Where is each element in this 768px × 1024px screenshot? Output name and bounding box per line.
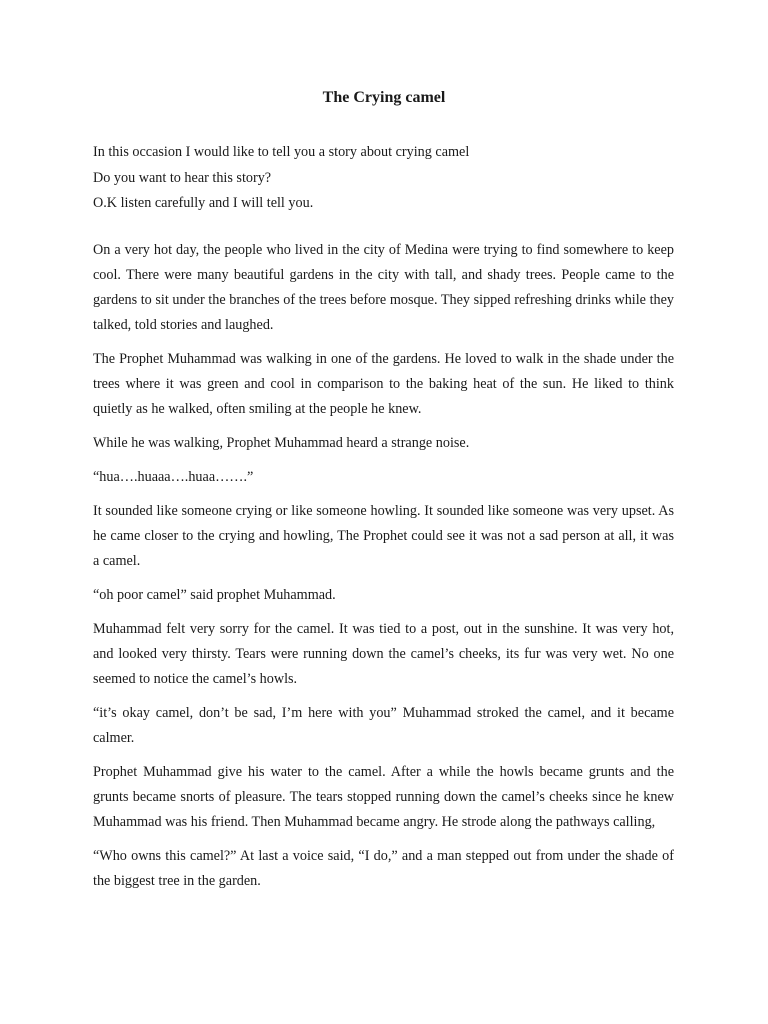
intro-line: In this occasion I would like to tell you a story about crying camel	[93, 144, 470, 160]
intro-block	[93, 140, 678, 217]
story-paragraph: “Who owns this camel?” At last a voice said, “I do,” and a man stepped out from under the shade of the biggest tree in the garden.	[93, 848, 674, 889]
story-paragraph: On a very hot day, the people who lived in the city of Medina were trying to find somewhere to keep cool. There were many beautiful gardens in the city with tall, and shady trees. People came to the gardens to sit under the branches of the trees before mosque. They sipped refreshing drinks while they talked, told stories and laughed.	[93, 242, 674, 333]
story-paragraph: Muhammad felt very sorry for the camel. It was tied to a post, out in the sunshine. It was very hot, and looked very thirsty. Tears were running down the camel’s cheeks, its fur was very wet. No one seemed to notice the camel’s howls.	[93, 621, 674, 687]
document-title: The Crying camel	[322, 89, 446, 106]
story-paragraph: The Prophet Muhammad was walking in one of the gardens. He loved to walk in the shade under the trees where it was green and cool in comparison to the baking heat of the sun. He liked to think quietly as he walked, often smiling at the people he knew.	[93, 351, 674, 417]
intro-line: O.K listen carefully and I will tell you.	[93, 195, 314, 211]
story-paragraph: “hua….huaaa….huaa…….”	[93, 469, 254, 485]
intro-line: Do you want to hear this story?	[93, 169, 272, 186]
story-paragraph: Prophet Muhammad give his water to the camel. After a while the howls became grunts and the grunts became snorts of pleasure. The tears stopped running down the camel’s cheeks since he knew Muhammad was his friend. Then Muhammad became angry. He strode along the pathways calling,	[93, 764, 674, 830]
story-body	[93, 238, 674, 903]
story-paragraph: “it’s okay camel, don’t be sad, I’m here with you” Muhammad stroked the camel, and it became calmer.	[93, 705, 674, 746]
story-paragraph: While he was walking, Prophet Muhammad heard a strange noise.	[93, 435, 470, 451]
story-paragraph: It sounded like someone crying or like someone howling. It sounded like someone was very upset. As he came closer to the crying and howling, The Prophet could see it was not a sad person at all, it was a camel.	[93, 503, 674, 569]
story-paragraph: “oh poor camel” said prophet Muhammad.	[93, 587, 336, 603]
